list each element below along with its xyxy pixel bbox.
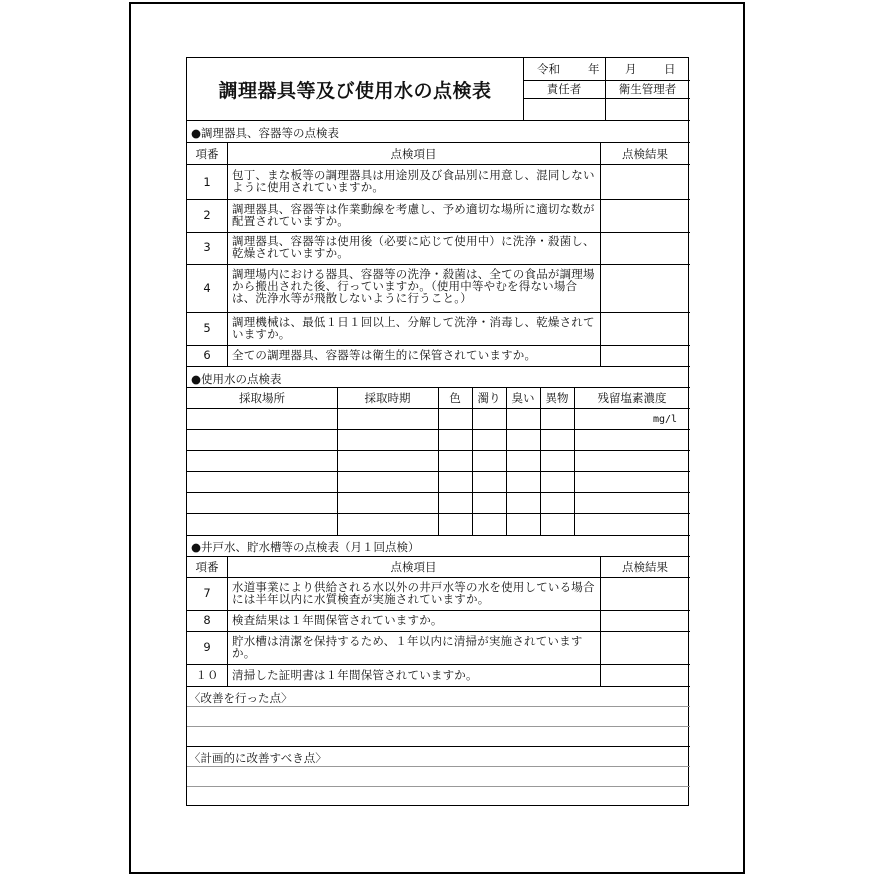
inspection-form [186,57,689,806]
date-day: 日 [664,62,676,76]
section1-result-cell[interactable] [601,265,689,311]
section3-row-no: 8 [203,613,211,627]
section2-heading: ●使用水の点検表 [191,372,282,386]
water-col-location: 採取場所 [239,391,285,405]
water-col-odor: 臭い [511,391,535,405]
hygiene-manager-label: 衛生管理者 [618,82,677,96]
improved-heading: 〈改善を行った点〉 [189,691,293,705]
water-col-turbidity: 濁り [477,391,501,405]
date-month: 月 [625,62,637,76]
water-col-chlorine: 残留塩素濃度 [597,391,667,405]
section3-col-item: 点検項目 [390,560,437,574]
responsible-label: 責任者 [546,82,582,96]
section1-row-text: 調理器具、容器等は作業動線を考慮し、予め適切な場所に適切な数が配置されていますか。 [232,202,595,228]
section1-col-item: 点検項目 [390,147,437,161]
section1-row-text: 包丁、まな板等の調理器具は用途別及び食品別に用意し、混同しないように使用されていますか。 [232,168,595,194]
hygiene-manager-stamp-box[interactable] [606,99,689,119]
section1-row-text: 調理場内における器具、容器等の洗浄・殺菌は、全ての食品が調理場から搬出された後、行っていますか。（使用中等やむを得ない場合は、洗浄水等が飛散しないように行うこと。） [232,267,595,305]
section3-result-cell[interactable] [601,611,689,630]
section1-row-no: 5 [203,321,211,335]
form-title: 調理器具等及び使用水の点検表 [218,79,492,102]
section1-col-no: 項番 [195,147,219,161]
section1-row-no: 3 [203,240,211,254]
water-col-foreign: 異物 [545,391,569,405]
section1-row-no: 2 [203,208,211,222]
section3-result-cell[interactable] [601,578,689,609]
section1-row-text: 全ての調理器具、容器等は衛生的に保管されていますか。 [232,348,537,362]
section1-row-text: 調理器具、容器等は使用後（必要に応じて使用中）に洗浄・殺菌し、乾燥されていますか。 [232,234,595,260]
responsible-stamp-box[interactable] [524,99,604,119]
section3-heading: ●井戸水、貯水槽等の点検表（月１回点検） [191,540,420,554]
chlorine-unit: mg/l [653,414,678,425]
section3-row-text: 検査結果は１年間保管されていますか。 [232,613,443,627]
section1-row-no: 1 [203,175,211,189]
section1-row-text: 調理機械は、最低１日１回以上、分解して洗浄・消毒し、乾燥されていますか。 [232,315,595,341]
section1-heading: ●調理器具、容器等の点検表 [191,126,340,140]
planned-heading: 〈計画的に改善すべき点〉 [189,751,327,765]
water-col-color: 色 [449,391,461,405]
section1-result-cell[interactable] [601,233,689,263]
water-col-time: 採取時期 [364,391,411,405]
section1-result-cell[interactable] [601,200,689,231]
section3-row-text: 貯水槽は清潔を保持するため、１年以内に清掃が実施されていますか。 [232,634,583,660]
section3-result-cell[interactable] [601,665,689,685]
section1-row-no: 4 [203,281,211,295]
section1-row-no: 6 [203,348,211,362]
section3-row-no: 9 [203,640,211,654]
section3-col-result: 点検結果 [622,560,668,574]
section3-row-no: １０ [195,668,219,682]
date-year: 年 [588,62,600,76]
section3-row-text: 水道事業により供給される水以外の井戸水等の水を使用している場合には半年以内に水質検査が実施されていますか。 [232,580,595,606]
section3-col-no: 項番 [195,560,219,574]
section1-col-result: 点検結果 [622,147,668,161]
section3-row-no: 7 [203,586,211,600]
section1-result-cell[interactable] [601,165,689,198]
section1-result-cell[interactable] [601,346,689,365]
section3-row-text: 清掃した証明書は１年間保管されていますか。 [232,668,478,682]
date-era: 令和 [537,62,560,76]
section1-result-cell[interactable] [601,313,689,344]
section3-result-cell[interactable] [601,632,689,663]
